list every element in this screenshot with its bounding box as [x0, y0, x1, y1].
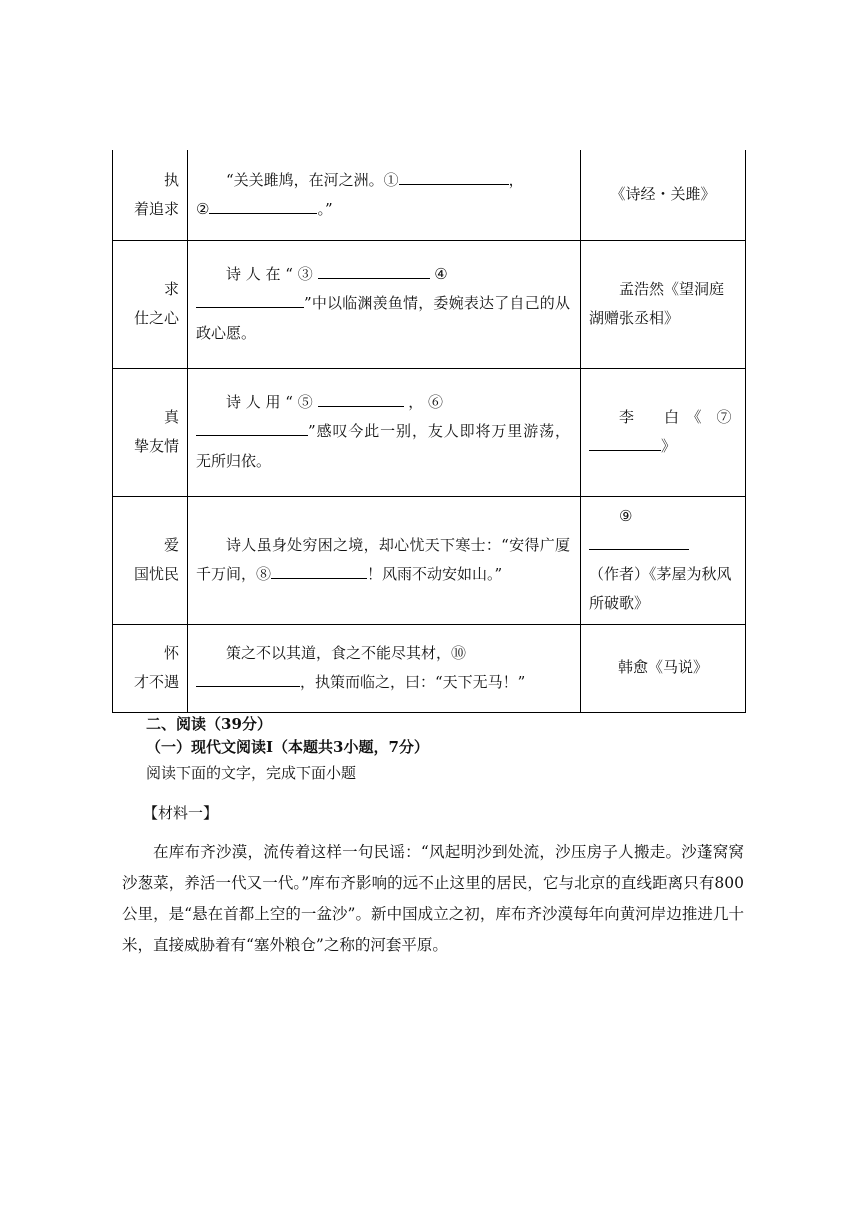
- content-cell: [188, 496, 581, 624]
- content-text: ，: [508, 170, 524, 189]
- answer-blank-7[interactable]: [589, 435, 661, 451]
- content-text: 策之不以其道，食之不能尽其材，⑩: [226, 643, 467, 662]
- content-cell: [188, 624, 581, 712]
- poetry-fill-table: [112, 150, 746, 713]
- table-row: [113, 368, 746, 496]
- theme-line: 才不遇: [133, 673, 179, 691]
- theme-line: 真: [163, 407, 179, 426]
- content-text: ④: [429, 265, 448, 284]
- answer-blank-8[interactable]: [271, 563, 367, 579]
- source-text: ⑨: [619, 506, 633, 525]
- source-text: 韩愈《马说》: [617, 658, 708, 677]
- source-text: （作者）《茅屋为秋风所破歌》: [589, 565, 732, 613]
- instruction: 阅读下面的文字，完成下面小题: [146, 764, 357, 782]
- section-heading: 二、阅读（39分）: [146, 715, 272, 733]
- source-cell: [581, 240, 746, 368]
- content-text: “关关雎鸠，在河之洲。①: [226, 170, 399, 189]
- source-cell: [581, 496, 746, 624]
- source-text: 李 白 《 ⑦: [619, 407, 732, 426]
- answer-blank-3[interactable]: [318, 263, 430, 279]
- answer-blank-6[interactable]: [196, 420, 308, 436]
- content-text: ”感叹今此一别，友人即将万里游荡，无所归依。: [196, 422, 570, 470]
- theme-cell: [113, 240, 188, 368]
- content-text: 。”: [317, 199, 333, 218]
- content-text: 诗 人 在 “ ③: [226, 265, 318, 284]
- theme-line: 爱: [163, 535, 179, 554]
- content-text: ②: [196, 199, 210, 218]
- answer-blank-1[interactable]: [399, 169, 509, 185]
- source-text: 孟浩然《望洞庭湖赠张丞相》: [589, 279, 725, 327]
- theme-cell: [113, 150, 188, 240]
- theme-line: 怀: [163, 643, 179, 662]
- theme-cell: [113, 368, 188, 496]
- content-text: ， ⑥: [403, 393, 444, 412]
- content-cell: [188, 150, 581, 240]
- answer-blank-4[interactable]: [196, 292, 304, 308]
- source-text: 《诗经・关雎》: [610, 185, 716, 204]
- material-label: 【材料一】: [143, 804, 219, 822]
- theme-line: 着追求: [133, 199, 179, 218]
- material-paragraph: 在库布齐沙漠，流传着这样一句民谣：“风起明沙到处流，沙压房子人搬走。沙蓬窝窝沙葱菜，养活一代又一代。”库布齐影响的远不止这里的居民，它与北京的直线距离只有800公里，是“悬在首都上空的一盆沙”。新中国成立之初，库布齐沙漠每年向黄河岸边推进几十米，直接威胁着有“塞外粮仓”之称的河套平原。: [122, 843, 744, 954]
- answer-blank-2[interactable]: [209, 198, 317, 214]
- theme-line: 仕之心: [133, 309, 179, 327]
- source-cell: [581, 150, 746, 240]
- table-row: [113, 624, 746, 712]
- content-text: ”中以临渊羡鱼情，委婉表达了自己的从政心愿。: [196, 294, 570, 342]
- answer-blank-5[interactable]: [318, 391, 404, 407]
- content-text: 诗 人 用 “ ⑤: [226, 393, 318, 412]
- theme-cell: [113, 496, 188, 624]
- source-cell: [581, 368, 746, 496]
- theme-cell: [113, 624, 188, 712]
- theme-line: 求: [163, 279, 179, 298]
- content-text: ，执策而临之，曰：“天下无马！”: [300, 673, 526, 691]
- table-row: [113, 150, 746, 240]
- sub-heading: （一）现代文阅读Ⅰ（本题共3小题，7分）: [146, 738, 429, 756]
- theme-line: 挚友情: [133, 437, 179, 455]
- content-text: ！风雨不动安如山。”: [367, 565, 503, 583]
- answer-blank-10[interactable]: [196, 671, 300, 687]
- theme-line: 执: [163, 170, 179, 189]
- answer-blank-9[interactable]: [589, 534, 689, 550]
- source-cell: [581, 624, 746, 712]
- theme-line: 国忧民: [133, 565, 179, 583]
- source-text: 》: [661, 437, 677, 455]
- table-row: [113, 496, 746, 624]
- content-text: 诗人虽身处穷困之境，却心忧天下寒士：“安得广厦千万间，⑧: [196, 535, 570, 583]
- table-row: [113, 240, 746, 368]
- content-cell: [188, 240, 581, 368]
- content-cell: [188, 368, 581, 496]
